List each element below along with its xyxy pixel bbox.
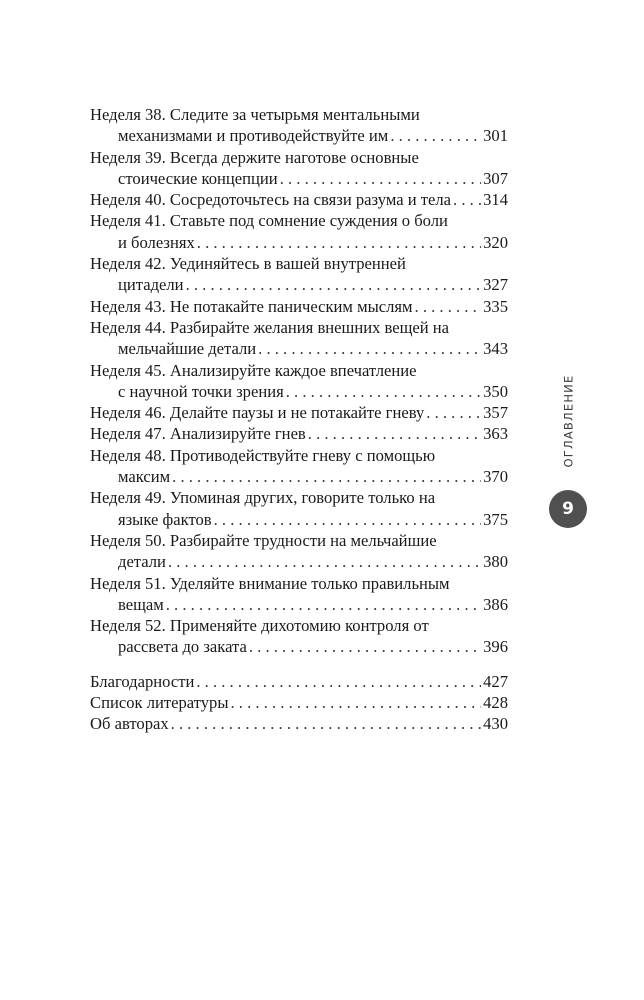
toc-entry-last-line xyxy=(90,125,508,146)
dot-leader xyxy=(214,509,481,530)
toc-entry[interactable] xyxy=(90,317,508,360)
toc-entry-last-line xyxy=(90,274,508,295)
toc-entry[interactable] xyxy=(90,573,508,616)
toc-entry-title-line: Неделя 51. Уделяйте внимание только правильным xyxy=(90,573,450,593)
toc-entry-last-line xyxy=(90,168,508,189)
toc-entry-last-line xyxy=(90,189,508,210)
toc-entry-last-line xyxy=(90,296,508,317)
toc-entry[interactable] xyxy=(90,210,508,253)
toc-entry-title-line: Неделя 50. Разбирайте трудности на мельчайшие xyxy=(90,530,437,550)
toc-entry-last-line xyxy=(90,232,508,253)
dot-leader xyxy=(171,713,481,734)
section-label-text: ОГЛАВЛЕНИЕ xyxy=(561,374,575,468)
toc-page-number: 320 xyxy=(483,232,508,252)
toc-entry-title-line: Неделя 52. Применяйте дихотомию контроля от xyxy=(90,616,429,636)
toc-entry[interactable] xyxy=(90,423,508,444)
toc-entry[interactable] xyxy=(90,189,508,210)
toc-entry-last-line xyxy=(90,692,508,713)
toc-entry-title: Неделя 43. Не потакайте паническим мыслям xyxy=(90,296,413,316)
page-number-badge: 9 xyxy=(549,490,587,528)
toc-entry-last-line xyxy=(90,402,508,423)
toc-page-number: 327 xyxy=(483,275,508,295)
dot-leader xyxy=(186,274,482,295)
dot-leader xyxy=(172,466,481,487)
toc-entry[interactable] xyxy=(90,487,508,530)
toc-entry-title: максим xyxy=(118,467,171,487)
toc-entry-last-line xyxy=(90,509,508,530)
toc-entry-title: Об авторах xyxy=(90,714,169,734)
toc-page-number: 370 xyxy=(483,467,508,487)
toc-entry[interactable] xyxy=(90,253,508,296)
dot-leader xyxy=(415,296,482,317)
toc-entry-title-line: Неделя 42. Уединяйтесь в вашей внутренней xyxy=(90,254,406,274)
toc-entry-title-line: Неделя 49. Упоминая других, говорите только на xyxy=(90,488,436,508)
toc-entry[interactable] xyxy=(90,713,508,734)
toc-entry[interactable] xyxy=(90,296,508,317)
toc-entry-title-line: Неделя 38. Следите за четырьмя ментальными xyxy=(90,105,420,124)
toc-entry[interactable] xyxy=(90,615,508,658)
dot-leader xyxy=(426,402,481,423)
dot-leader xyxy=(286,381,481,402)
toc-page-number: 363 xyxy=(483,424,508,444)
dot-leader xyxy=(453,189,481,210)
dot-leader xyxy=(390,125,481,146)
toc-page-number: 427 xyxy=(483,671,508,691)
toc-entry-last-line xyxy=(90,671,508,692)
toc-entry-title: детали xyxy=(118,552,166,572)
section-label xyxy=(548,376,588,466)
dot-leader xyxy=(197,232,481,253)
toc-entry-title: Благодарности xyxy=(90,671,195,691)
toc-page-number: 335 xyxy=(483,296,508,316)
toc-entry-last-line xyxy=(90,551,508,572)
toc-entry-last-line xyxy=(90,636,508,657)
dot-leader xyxy=(196,671,481,692)
toc-page-number: 301 xyxy=(483,126,508,146)
toc-entry-last-line xyxy=(90,423,508,444)
toc-entry-title: Список литературы xyxy=(90,693,229,713)
toc-entry-last-line xyxy=(90,466,508,487)
toc-page-number: 386 xyxy=(483,594,508,614)
toc-entry-title: стоические концепции xyxy=(118,168,278,188)
toc-page-number: 307 xyxy=(483,168,508,188)
toc-entry[interactable] xyxy=(90,147,508,190)
toc-page-number: 396 xyxy=(483,637,508,657)
toc-entry-last-line xyxy=(90,338,508,359)
toc-entry-title: вещам xyxy=(118,594,164,614)
toc-entry[interactable] xyxy=(90,445,508,488)
dot-leader xyxy=(308,423,481,444)
toc-entry-last-line xyxy=(90,381,508,402)
toc-entry-title-line: Неделя 44. Разбирайте желания внешних вещей на xyxy=(90,317,450,337)
dot-leader xyxy=(280,168,481,189)
toc-page-number: 350 xyxy=(483,381,508,401)
dot-leader xyxy=(168,551,481,572)
toc-entry-title: механизмами и противодействуйте им xyxy=(118,126,389,146)
toc-entry-title-line: Неделя 45. Анализируйте каждое впечатление xyxy=(90,360,417,380)
toc-entry-title-line: Неделя 41. Ставьте под сомнение суждения о боли xyxy=(90,211,448,231)
toc-entry-title: Неделя 40. Сосредоточьтесь на связи разума и тела xyxy=(90,190,452,210)
toc-entry-title: цитадели xyxy=(118,275,184,295)
section-gap xyxy=(90,658,508,671)
toc-entry-title-line: Неделя 39. Всегда держите наготове основные xyxy=(90,147,419,167)
toc-entry[interactable] xyxy=(90,692,508,713)
toc-page-number: 314 xyxy=(483,190,508,210)
toc-entry-title: Неделя 47. Анализируйте гнев xyxy=(90,424,306,444)
toc-entry-title-line: Неделя 48. Противодействуйте гневу с помощью xyxy=(90,445,436,465)
toc-page-number: 343 xyxy=(483,339,508,359)
toc-back-matter xyxy=(90,671,508,735)
toc-entry-title: языке фактов xyxy=(118,509,212,529)
toc-entry[interactable] xyxy=(90,360,508,403)
dot-leader xyxy=(249,636,481,657)
toc-entry-last-line xyxy=(90,594,508,615)
toc-page-number: 357 xyxy=(483,403,508,423)
toc-entry-title: с научной точки зрения xyxy=(118,381,284,401)
toc-page-number: 428 xyxy=(483,693,508,713)
toc-entry-title: рассвета до заката xyxy=(118,637,247,657)
toc-entry[interactable] xyxy=(90,402,508,423)
table-of-contents xyxy=(90,104,508,735)
toc-entry[interactable] xyxy=(90,530,508,573)
toc-entry-title: Неделя 46. Делайте паузы и не потакайте гневу xyxy=(90,403,425,423)
toc-page-number: 375 xyxy=(483,509,508,529)
toc-entry[interactable] xyxy=(90,104,508,147)
toc-entry[interactable] xyxy=(90,671,508,692)
toc-page-number: 430 xyxy=(483,714,508,734)
dot-leader xyxy=(258,338,481,359)
dot-leader xyxy=(231,692,482,713)
toc-entries xyxy=(90,104,508,658)
toc-entry-last-line xyxy=(90,713,508,734)
toc-entry-title: и болезнях xyxy=(118,232,195,252)
dot-leader xyxy=(166,594,481,615)
toc-page-number: 380 xyxy=(483,552,508,572)
toc-entry-title: мельчайшие детали xyxy=(118,339,257,359)
